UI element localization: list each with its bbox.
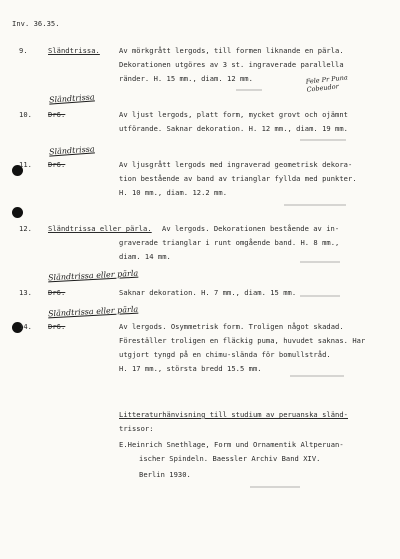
- entry-text-line: utförande. Saknar dekoration. H. 12 mm., diam. 19 mm.: [119, 124, 349, 133]
- entry-title: Dr6.: [48, 160, 66, 169]
- entry-number: 11.: [19, 160, 32, 169]
- entry-text-line: diam. 14 mm.: [119, 252, 171, 261]
- entry-text-line: ränder. H. 15 mm., diam. 12 mm.: [119, 74, 253, 83]
- entry-text-line: Av lergods. Osymmetrisk form. Troligen något skadad.: [119, 322, 344, 331]
- entry-number: 9.: [19, 46, 28, 55]
- literature-line: Litteraturhänvisning till studium av peruanska sländ-: [119, 410, 349, 419]
- entry-title: Dr6.: [48, 110, 66, 119]
- handwritten-annotation: Sländtrissa eller pärla: [47, 304, 139, 319]
- entry-text-line: tion bestående av band av trianglar fyllda med punkter.: [119, 174, 357, 183]
- entry-number: 13.: [19, 288, 32, 297]
- handwritten-note: Fele Pr Puna Cobeudor: [305, 73, 349, 94]
- entry-text-line: graverade trianglar i runt omgående band. H. 8 mm.,: [119, 238, 340, 247]
- literature-line: ischer Spindeln. Baessler Archiv Band XIV.: [139, 454, 321, 463]
- entry-title: Sländtrissa.: [48, 46, 100, 55]
- entry-text-line: Dekorationen utgöres av 3 st. ingraverade parallella: [119, 60, 344, 69]
- literature-line: trissor:: [119, 424, 154, 433]
- entry-title: Dr6.: [48, 288, 66, 297]
- entry-text-line: Av mörkgrått lergods, till formen liknande en pärla.: [119, 46, 344, 55]
- entry-text-line: H. 17 mm., största bredd 15.5 mm.: [119, 364, 262, 373]
- entry-text-line: utgjort tyngd på en chimu-slända för bomullstråd.: [119, 350, 331, 359]
- entry-number: 12.: [19, 224, 32, 233]
- literature-line: E.Heinrich Snethlage, Form und Ornamentik Altperuan-: [119, 440, 344, 449]
- entry-number: 14.: [19, 322, 32, 331]
- entry-text-line: H. 10 mm., diam. 12.2 mm.: [119, 188, 228, 197]
- entry-title: Dr6.: [48, 322, 66, 331]
- entry-text-line: Av lergods. Dekorationen bestående av in-: [162, 224, 340, 233]
- handwritten-annotation: Sländtrissa eller pärla: [47, 268, 139, 283]
- handwritten-annotation: Sländtrissa: [48, 92, 95, 105]
- entry-text-line: Av ljust lergods, platt form, mycket grovt och ojämnt: [119, 110, 349, 119]
- entry-text-line: Föreställer troligen en fläckig puma, huvudet saknas. Har: [119, 336, 366, 345]
- literature-line: Berlin 1930.: [139, 470, 191, 479]
- inventory-number: Inv. 36.35.: [12, 19, 60, 28]
- entry-text-line: Av ljusgrått lergods med ingraverad geometrisk dekora-: [119, 160, 353, 169]
- entry-title: Sländtrissa eller pärla.: [48, 224, 152, 233]
- entry-text-line: Saknar dekoration. H. 7 mm., diam. 15 mm.: [119, 288, 297, 297]
- entry-number: 10.: [19, 110, 32, 119]
- handwritten-annotation: Sländtrissa: [48, 144, 95, 157]
